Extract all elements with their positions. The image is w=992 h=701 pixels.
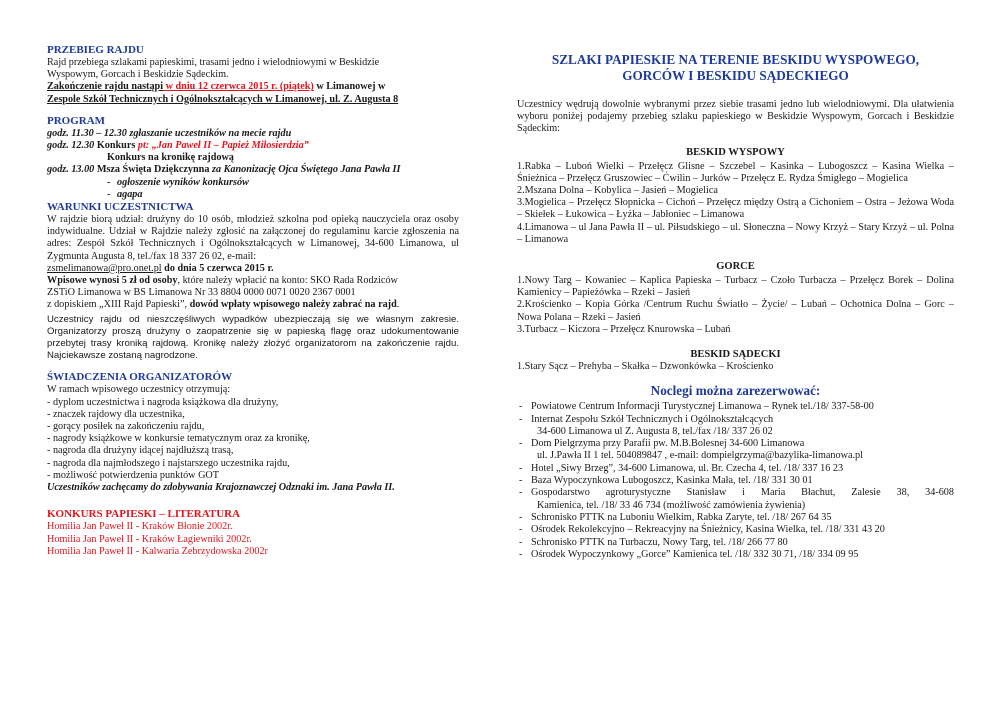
program-time: godz. 12.30 xyxy=(47,140,95,152)
list-item: - nagroda dla drużyny idącej najdłuższą trasą, xyxy=(47,445,234,457)
swiadczenia-closing: Uczestników zachęcamy do zdobywania Krajoznawczej Odznaki im. Jana Pawła II. xyxy=(47,482,395,494)
list-item: - agapa xyxy=(107,189,459,201)
list-item xyxy=(517,438,954,463)
list-item: - gorący posiłek na zakończeniu rajdu, xyxy=(47,421,205,433)
account-line: ZSTiO Limanowa w BS Limanowa Nr 33 8804 0000 0071 0020 2367 0001 xyxy=(47,287,356,299)
section-konkurs xyxy=(47,508,459,558)
program-heading: PROGRAM xyxy=(47,114,106,127)
wyspowy-heading: BESKID WYSPOWY xyxy=(686,146,785,158)
warunki-heading: WARUNKI UCZESTNICTWA xyxy=(47,201,194,214)
list-item: Homilia Jan Paweł II - Kraków Błonie 2002r. xyxy=(47,521,233,533)
right-intro: Uczestnicy wędrują dowolnie wybranymi przez siebie trasami jedno lub wielodniowymi. Dla ułatwienia wyboru poniżej podajemy przebieg szlaku papieskiego w Beskidzie Wyspowym, Gorcach i Beskidzie Sądeckim: xyxy=(517,99,954,135)
list-item: - nagrody książkowe w konkursie tematycznym oraz za kronikę, xyxy=(47,433,310,445)
program-line xyxy=(47,164,459,176)
end-place: Zespole Szkół Technicznych i Ogólnokształcących w Limanowej, ul. Z. Augusta 8 xyxy=(47,93,399,105)
note-b: dowód wpłaty wpisowego należy zabrać na rajd xyxy=(189,299,397,311)
swiadczenia-heading: ŚWIADCZENIA ORGANIZATORÓW xyxy=(47,371,233,384)
section-wyspowy xyxy=(517,146,954,246)
warunki-email-line xyxy=(47,263,459,275)
program-line xyxy=(47,140,459,152)
item-line: Dom Pielgrzyma przy Parafii pw. M.B.Bolesnej 34-600 Limanowa xyxy=(531,438,805,450)
przebieg-heading: PRZEBIEG RAJDU xyxy=(47,44,144,56)
list-item xyxy=(517,512,954,524)
list-item: - ogłoszenie wyników konkursów xyxy=(107,177,459,189)
list-item xyxy=(517,537,954,549)
item-line: Hotel „Siwy Brzeg”, 34-600 Limanowa, ul. Br. Czecha 4, tel. /18/ 337 16 23 xyxy=(531,462,844,474)
item-line: Ośrodek Rekolekcyjno – Rekreacyjny na Śnieżnicy, Kasina Wielka, tel. /18/ 331 43 20 xyxy=(531,524,885,536)
swiadczenia-intro: W ramach wpisowego uczestnicy otrzymują: xyxy=(47,384,231,396)
list-item xyxy=(517,487,954,512)
program-event: Konkurs xyxy=(94,140,138,152)
note-line xyxy=(47,299,459,311)
section-program xyxy=(47,115,459,201)
route-item: 2.Mszana Dolna – Kobylica – Jasień – Mogielica xyxy=(517,185,718,197)
route-item: 1.Stary Sącz – Prehyba – Skałka – Dzwonkówka – Krościenko xyxy=(517,361,774,373)
warunki-para2: Uczestnicy rajdu od nieszczęśliwych wypadków ubezpieczają się we własnym zakresie. Organizatorzy proszą drużyny o zaopatrzenie się w papieską flagę oraz udokumentowanie przebytej trasy kroniką rajdową. Kronikę należy złożyć organizatorom na zakończenie rajdu. Najciekawsze zostaną nagrodzone. xyxy=(47,313,459,362)
list-item xyxy=(517,401,954,413)
item-line: Powiatowe Centrum Informacji Turystycznej Limanowa – Rynek tel./18/ 337-58-00 xyxy=(531,401,874,413)
przebieg-line: Wyspowym, Gorcach i Beskidzie Sądeckim. xyxy=(47,69,229,81)
program-event: Msza Święta Dziękczynna xyxy=(94,164,212,176)
noclegi-heading: Noclegi można zarezerwować: xyxy=(650,383,821,399)
list-item xyxy=(517,414,954,439)
end-b: w dniu xyxy=(163,81,198,93)
route-item: 1.Rabka – Luboń Wielki – Przełęcz Glisne – Szczebel – Kasinka – Lubogoszcz – Kasina Wielka – Śnieżnica – Przełęcz Gruszowiec – Ćwilin – Jurków – Przełęcz E. Rydza Śmigłego – Mogielica xyxy=(517,160,954,184)
list-item: - możliwość potwierdzenia punktów GOT xyxy=(47,469,220,481)
route-item: 2.Krościenko – Kopia Górka /Centrum Ruchu Światło – Życie/ – Lubań – Ochotnica Dolna – Gorc – Nowa Polana – Rzeki – Jasień xyxy=(517,299,954,323)
note-a: z dopiskiem „XIII Rajd Papieski”, xyxy=(47,299,190,311)
program-sublist xyxy=(107,177,459,201)
list-item: - dyplom uczestnictwa i nagroda książkowa dla drużyny, xyxy=(47,396,279,408)
item-line: - Gospodarstwo agroturystyczne Stanisław i Maria Błachut, Zalesie 38, 34-608 xyxy=(531,487,954,499)
sadecki-heading: BESKID SĄDECKI xyxy=(690,349,781,361)
gorce-heading: GORCE xyxy=(716,261,755,273)
item-line: ul. J.Pawła II 1 tel. 504089847 , e-mail: dompielgrzyma@bazylika-limanowa.pl xyxy=(537,450,863,462)
item-line: Schronisko PTTK na Turbaczu, Nowy Targ, tel. /18/ 266 77 80 xyxy=(531,536,788,548)
program-topic: za Kanonizację Ojca Świętego Jana Pawła II xyxy=(211,164,401,176)
end-d: w Limanowej w xyxy=(313,81,386,93)
end-a: Zakończenie rajdu nastąpi xyxy=(47,81,164,93)
item-line: Internat Zespołu Szkół Technicznych i Ogólnokształcących xyxy=(531,413,774,425)
program-line: godz. 11.30 – 12.30 zgłaszanie uczestników na mecie rajdu xyxy=(47,127,292,139)
section-noclegi xyxy=(517,383,954,561)
przebieg-line: Rajd przebiega szlakami papieskimi, trasami jedno i wielodniowymi w Beskidzie xyxy=(47,57,380,68)
section-przebieg xyxy=(47,44,459,106)
email-link[interactable]: zsmelimanowa@pro.onet.pl xyxy=(47,262,162,274)
noclegi-list xyxy=(517,401,954,561)
list-item xyxy=(517,524,954,536)
fee-amount: Wpisowe wynosi 5 zł od osoby xyxy=(47,275,178,287)
route-item: 1.Nowy Targ – Kowaniec – Kaplica Papieska – Turbacz – Czoło Turbacza – Przełęcz Borek – Dolina Kamienicy – Papieżówka – Rzeki – Jasień xyxy=(517,275,954,299)
warunki-text: W rajdzie biorą udział: drużyny do 10 osób, młodzież szkolna pod opieką nauczyciela oraz osoby indywidualne. Udział w Rajdzie należy zgłosić na załączonej do regulaminu karcie zgłoszenia na adres: Zespół Szkół Technicznych i Ogólnokształcących w Limanowej, 34-600 Limanowa, ul Zygmunta Augusta 8, tel./fax 18 337 26 02, e-mail: xyxy=(47,214,459,262)
list-item: Homilia Jan Paweł II - Kraków Łagiewniki 2002r. xyxy=(47,533,252,545)
item-line: Schronisko PTTK na Luboniu Wielkim, Rabka Zaryte, tel. /18/ 267 64 35 xyxy=(531,511,832,523)
program-time: godz. 13.00 xyxy=(47,164,95,176)
fee-line xyxy=(47,275,459,287)
program-topic: pt: „Jan Paweł II – Papież Miłosierdzia” xyxy=(137,140,309,152)
list-item xyxy=(517,463,954,475)
note-c: . xyxy=(396,299,400,311)
page-title: SZLAKI PAPIESKIE NA TERENIE BESKIDU WYSPOWEGO, xyxy=(551,52,920,67)
route-item: 4.Limanowa – ul Jana Pawła II – ul. Piłsudskiego – ul. Słoneczna – Nowy Krzyż – Stary Krzyż – ul. Polna – Limanowa xyxy=(517,221,954,245)
left-column xyxy=(47,44,459,558)
section-sadecki xyxy=(517,348,954,373)
program-line: Konkurs na kronikę rajdową xyxy=(107,152,234,164)
deadline: do dnia 5 czerwca 2015 r. xyxy=(161,262,274,274)
konkurs-heading: KONKURS PAPIESKI – LITERATURA xyxy=(47,508,241,521)
list-item: - znaczek rajdowy dla uczestnika, xyxy=(47,408,185,420)
item-line: Baza Wypoczynkowa Lubogoszcz, Kasinka Mała, tel. /18/ 331 30 01 xyxy=(531,475,813,487)
list-item: - nagroda dla najmłodszego i najstarszego uczestnika rajdu, xyxy=(47,457,290,469)
item-line: Ośrodek Wypoczynkowy „Gorce” Kamienica tel. /18/ 332 30 71, /18/ 334 09 95 xyxy=(531,548,859,560)
list-item: Homilia Jan Paweł II - Kalwaria Zebrzydowska 2002r xyxy=(47,545,268,557)
route-item: 3.Mogielica – Przełęcz Słopnicka – Cichoń – Przełęcz między Ostrą a Cichoniem – Ostra – Jeżowa Woda – Skiełek – Łukowica – Łyżka – Jabłoniec – Limanowa xyxy=(517,197,954,221)
section-swiadczenia xyxy=(47,371,459,494)
section-warunki xyxy=(47,201,459,362)
item-line: 34-600 Limanowa ul Z. Augusta 8, tel./fax /18/ 337 26 02 xyxy=(537,425,773,437)
route-item: 3.Turbacz – Kiczora – Przełęcz Knurowska – Lubań xyxy=(517,323,731,335)
end-date: 12 czerwca 2015 r. (piątek) xyxy=(197,81,314,93)
page-title: GORCÓW I BESKIDU SĄDECKIEGO xyxy=(622,67,849,83)
fee-text: , które należy wpłacić na konto: SKO Rada Rodziców xyxy=(177,275,398,287)
end-line xyxy=(47,81,459,93)
right-column xyxy=(517,52,954,561)
list-item xyxy=(517,475,954,487)
warunki-para xyxy=(47,214,459,263)
item-line: Kamienica, tel. /18/ 33 46 734 (możliwość zamówienia żywienia) xyxy=(537,499,806,511)
list-item xyxy=(517,549,954,561)
section-gorce xyxy=(517,260,954,336)
